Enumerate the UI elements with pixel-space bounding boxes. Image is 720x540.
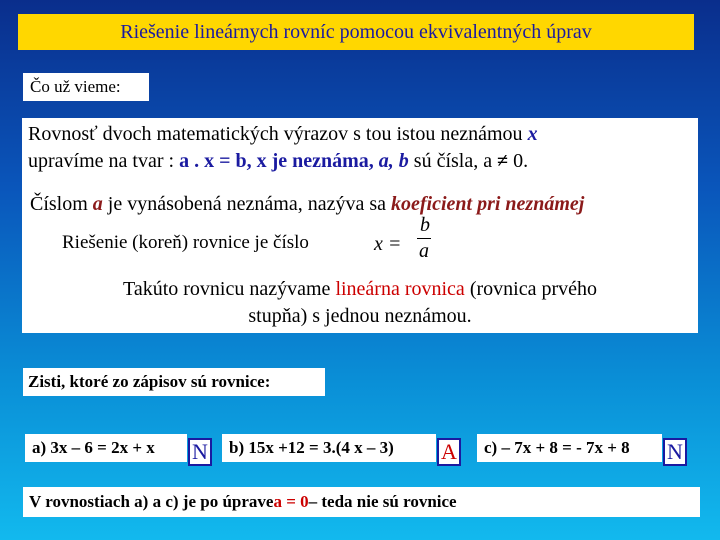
- equation-b: b) 15x +12 = 3.(4 x – 3): [222, 434, 436, 462]
- task-heading: Zisti, ktoré zo zápisov sú rovnice:: [23, 368, 325, 396]
- fraction-denominator: a: [419, 240, 429, 262]
- slide-title: Riešenie lineárnych rovníc pomocou ekvivalentných úprav: [18, 14, 694, 50]
- fraction-bar: [417, 238, 431, 239]
- answer-c-box: N: [663, 438, 687, 466]
- conclusion-highlight: a = 0: [273, 492, 309, 511]
- linear-form: a . x = b,: [179, 150, 252, 172]
- solution-line: Riešenie (koreň) rovnice je číslo: [62, 232, 309, 253]
- answer-b-box: A: [437, 438, 461, 466]
- answer-a-box: N: [188, 438, 212, 466]
- unknown-x: x: [527, 123, 538, 145]
- known-heading: Čo už vieme:: [23, 73, 149, 101]
- not-equal-sign: ≠: [497, 150, 509, 172]
- equation-c: c) – 7x + 8 = - 7x + 8: [477, 434, 662, 462]
- fraction-numerator: b: [420, 214, 430, 236]
- equation-a: a) 3x – 6 = 2x + x: [25, 434, 187, 462]
- conclusion: V rovnostiach a) a c) je po úprave a = 0 – teda nie sú rovnice: [23, 487, 700, 517]
- coefficient-term: koeficient pri neznámej: [391, 193, 585, 215]
- coefficient-a: a: [92, 193, 103, 215]
- linear-equation-term: lineárna rovnica: [335, 278, 465, 300]
- definition-panel: [22, 118, 698, 333]
- definition-line-2: upravíme na tvar : a . x = b, x je neznáma, a, b sú čísla, a ≠ 0.: [28, 150, 529, 172]
- fraction-lhs: x =: [374, 233, 402, 255]
- linear-equation-definition: Takúto rovnicu nazývame lineárna rovnica (rovnica prvého stupňa) s jednou neznámou.: [123, 278, 597, 327]
- definition-line-1: Rovnosť dvoch matematických výrazov s tou istou neznámou x: [28, 123, 538, 145]
- coefficient-line: Číslom a je vynásobená neznáma, nazýva sa koeficient pri neznámej: [30, 193, 585, 215]
